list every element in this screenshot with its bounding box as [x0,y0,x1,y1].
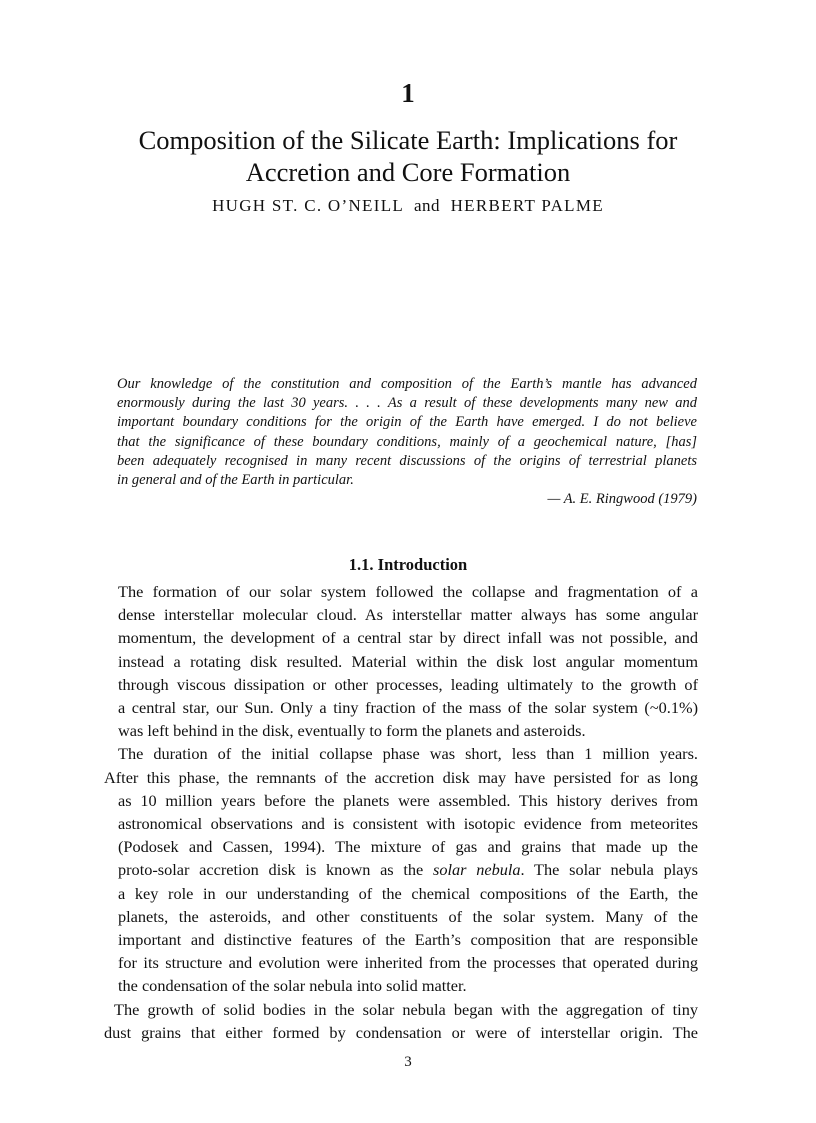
body-line: astronomical observations and is consistent with isotopic evidence from meteorites [118,814,698,834]
body-line: planets, the asteroids, and other constituents of the solar system. Many of the [118,906,698,926]
body-line: instead a rotating disk resulted. Material within the disk lost angular momentum [118,651,698,671]
body-line: momentum, the development of a central star by direct infall was not possible, and [118,628,698,648]
chapter-title-line: Accretion and Core Formation [245,157,571,187]
epigraph-line: in general and of the Earth in particular. [117,472,354,489]
italic-term: solar nebula [433,860,521,880]
body-line: was left behind in the disk, eventually to form the planets and asteroids. [118,721,586,741]
body-line: through viscous dissipation or other processes, leading ultimately to the growth of [118,674,698,694]
chapter-title [80,124,736,188]
body-line: After this phase, the remnants of the accretion disk may have persisted for as long [104,767,698,787]
author-conjunction: and [414,196,441,215]
body-line: The duration of the initial collapse phase was short, less than 1 million years. [118,744,698,764]
epigraph-line: enormously during the last 30 years. . . . As a result of these developments many new and [117,395,697,412]
body-line: The formation of our solar system followed the collapse and fragmentation of a [118,582,698,601]
page-number: 3 [404,1054,412,1070]
body-line: dense interstellar molecular cloud. As interstellar matter always has some angular [118,605,698,625]
body-line-part: . The solar nebula plays [520,860,698,880]
body-line: the condensation of the solar nebula into solid matter. [118,976,467,996]
epigraph-line: that the significance of these boundary conditions, mainly of a geochemical nature, [has] [117,433,697,450]
body-line: (Podosek and Cassen, 1994). The mixture of gas and grains that made up the [118,837,698,857]
body-line [118,858,698,881]
body-line: The growth of solid bodies in the solar nebula began with the aggregation of tiny [114,999,698,1019]
epigraph-attribution: — A. E. Ringwood (1979) [547,491,697,508]
author-name: HUGH ST. C. O’NEILL [212,196,404,215]
epigraph-line: important boundary conditions for the origin of the Earth have emerged. I do not believe [117,414,697,431]
chapter-number: 1 [401,78,415,108]
epigraph-line: been adequately recognised in many recent discussions of the origins of terrestrial planets [117,452,697,469]
body-text [104,580,698,1044]
epigraph-line: Our knowledge of the constitution and composition of the Earth’s mantle has advanced [117,376,697,392]
body-line: dust grains that either formed by condensation or were of interstellar origin. The [104,1022,698,1042]
body-line-part: proto-solar accretion disk is known as the [118,860,434,880]
body-line: for its structure and evolution were inherited from the processes that operated during [118,953,698,973]
chapter-authors [80,196,736,216]
chapter-title-line: Composition of the Silicate Earth: Implications for [138,125,678,155]
section-heading: 1.1. Introduction [348,555,468,574]
body-line: important and distinctive features of the Earth’s composition that are responsible [118,930,698,950]
body-line: as 10 million years before the planets were assembled. This history derives from [118,790,698,810]
body-line: a central star, our Sun. Only a tiny fraction of the mass of the solar system (~0.1%) [118,698,698,718]
author-name: HERBERT PALME [450,196,604,215]
body-line: a key role in our understanding of the chemical compositions of the Earth, the [118,883,698,903]
epigraph [117,375,697,509]
